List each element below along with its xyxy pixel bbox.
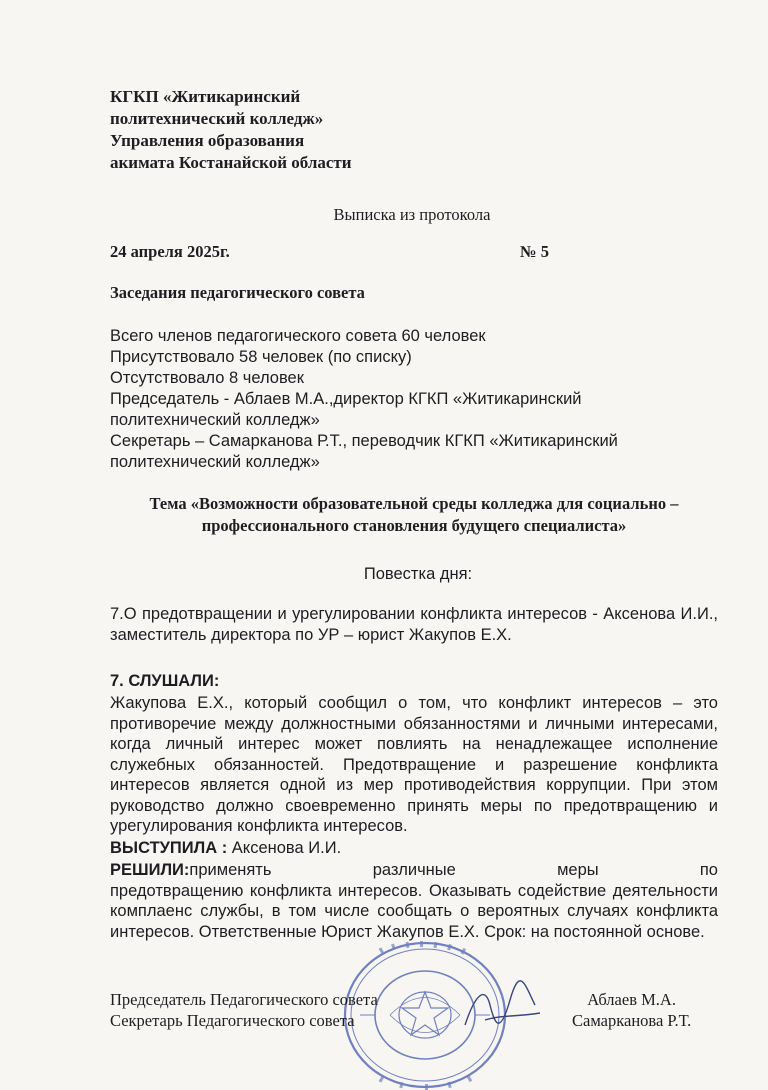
protocol-date: 24 апреля 2025г. bbox=[110, 242, 230, 261]
organization-header bbox=[110, 86, 352, 174]
org-line: Управления образования bbox=[110, 131, 305, 150]
protocol-number: № 5 bbox=[520, 242, 549, 261]
attendance-line: Секретарь – Самарканова Р.Т., переводчик КГКП «Житикаринский bbox=[110, 432, 618, 450]
decision-word: меры bbox=[557, 861, 599, 879]
signature-labels bbox=[110, 989, 378, 1031]
chair-name: Аблаев М.А. bbox=[587, 990, 676, 1009]
decision-word: применять bbox=[189, 861, 272, 879]
decision-block bbox=[110, 860, 718, 942]
theme-heading bbox=[108, 493, 720, 537]
attendance-line: Председатель - Аблаев М.А.,директор КГКП «Житикаринский bbox=[110, 390, 582, 408]
document-title: Выписка из протокола bbox=[333, 205, 491, 224]
decision-word: различные bbox=[372, 861, 456, 879]
theme-line: Тема «Возможности образовательной среды колледжа для социально – bbox=[149, 494, 679, 513]
decision-label: РЕШИЛИ: bbox=[110, 861, 190, 879]
decision-word: по bbox=[699, 861, 718, 879]
secretary-name: Самарканова Р.Т. bbox=[572, 1011, 692, 1030]
attendance-block bbox=[110, 326, 618, 473]
listened-heading: 7. СЛУШАЛИ: bbox=[110, 672, 220, 690]
secretary-label: Секретарь Педагогического совета bbox=[110, 1011, 355, 1030]
org-line: КГКП «Житикаринский bbox=[110, 87, 301, 106]
org-line: акимата Костанайской области bbox=[110, 153, 352, 172]
attendance-line: Присутствовало 58 человек (по списку) bbox=[110, 348, 412, 366]
agenda-item: 7.О предотвращении и урегулировании конфликта интересов - Аксенова И.И., заместитель директора по УР – юрист Жакупов Е.Х. bbox=[110, 605, 718, 644]
org-line: политехнический колледж» bbox=[110, 109, 324, 128]
listened-body: Жакупова Е.Х., который сообщил о том, что конфликт интересов – это противоречие между должностными обязанностями и личными интересами, когда личный интерес может повлиять на ненадлежащее исполнение служебных обязанностей. Предотвращение и разрешение конфликта интересов является одной из мер противодействия коррупции. При этом руководство должно своевременно принять меры по предотвращению и урегулирования конфликта интересов. bbox=[110, 694, 718, 835]
attendance-line: Отсутствовало 8 человек bbox=[110, 369, 304, 387]
decision-first-line bbox=[110, 860, 718, 881]
session-title: Заседания педагогического совета bbox=[110, 283, 365, 302]
decision-text: предотвращению конфликта интересов. Оказывать содействие деятельности комплаенс службы, в том числе сообщать о вероятных случаях конфликта интересов. Ответственные Юрист Жакупов Е.Х. Срок: на постоянной основе. bbox=[110, 881, 718, 941]
attendance-line: Всего членов педагогического совета 60 человек bbox=[110, 327, 486, 345]
handwritten-signature bbox=[455, 975, 545, 1045]
chair-label: Председатель Педагогического совета bbox=[110, 990, 378, 1009]
signature-names bbox=[572, 989, 691, 1031]
attendance-line: политехнический колледж» bbox=[110, 411, 320, 429]
speaker-line bbox=[110, 839, 341, 858]
attendance-line: политехнический колледж» bbox=[110, 453, 320, 471]
theme-line: профессионального становления будущего специалиста» bbox=[201, 516, 627, 535]
speaker-name: Аксенова И.И. bbox=[227, 839, 342, 857]
speaker-label: ВЫСТУПИЛА : bbox=[110, 839, 228, 857]
agenda-title: Повестка дня: bbox=[363, 565, 473, 583]
